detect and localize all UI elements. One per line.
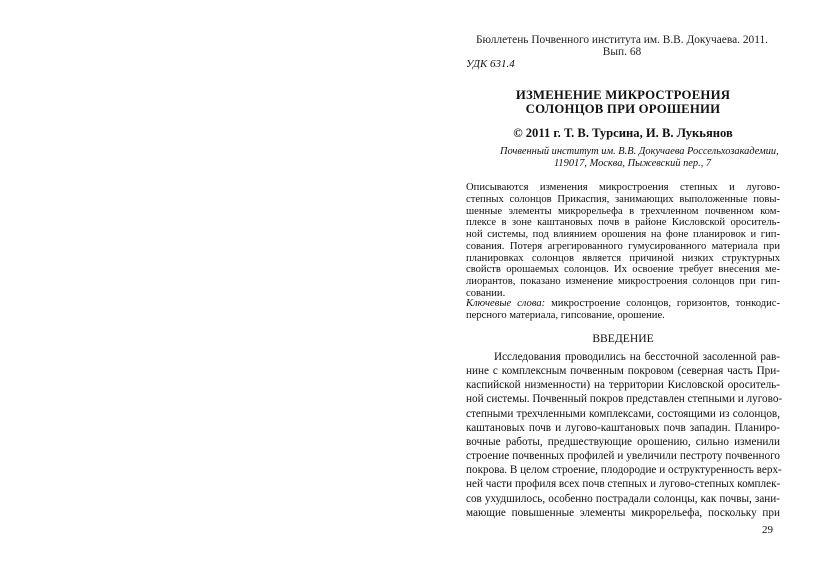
title-line-2: СОЛОНЦОВ ПРИ ОРОШЕНИИ	[525, 102, 721, 116]
title-line-1: ИЗМЕНЕНИЕ МИКРОСТРОЕНИЯ	[515, 88, 731, 102]
body-line: Исследования проводились на бессточной засоленной рав-	[494, 351, 780, 363]
section-heading: ВВЕДЕНИЕ	[592, 332, 654, 345]
abstract-line: совании.	[466, 287, 506, 299]
abstract-line: лиорантов, показано изменение микростроения солонцов при гип-	[466, 276, 780, 287]
abstract	[466, 182, 780, 300]
keywords-line-2: персного материала, гипсование, орошение.	[466, 309, 665, 321]
authors: © 2011 г. Т. В. Турсина, И. В. Лукьянов	[513, 126, 733, 140]
article-title	[466, 88, 780, 116]
keywords	[466, 298, 780, 322]
body-line: ней части профиля всех почв степных и лугово-степных комплек-	[466, 478, 781, 491]
body-line: мающие повышенные элементы микрорельефа, поскольку при	[466, 506, 780, 519]
keywords-text-1: микростроение солонцов, горизонтов, тонкодис-	[545, 298, 780, 309]
abstract-line: шенные элементы микрорельефа в трехчленном почвенном ком-	[466, 205, 780, 217]
abstract-line: планировках солонцов является причиной низких структурных	[466, 252, 780, 264]
abstract-line: степных солонцов Прикаспия, занимающих выположенные повы-	[466, 193, 780, 205]
affiliation-line-1: Почвенный институт им. В.В. Докучаева Россельхозакадемии,	[500, 146, 779, 157]
abstract-line: сования. Потеря агрегированного гумусированного материала при	[466, 240, 780, 252]
keywords-line-1	[466, 298, 780, 310]
abstract-line: свойств орошаемых солонцов. Их освоение требует внесения ме-	[466, 264, 780, 276]
body-line: нине с комплексным почвенным покровом (северная часть При-	[466, 365, 780, 378]
keywords-label: Ключевые слова:	[466, 298, 546, 309]
abstract-line: плексе в зоне каштановых почв в районе Кисловской ороситель-	[466, 217, 780, 229]
page-number: 29	[762, 524, 773, 536]
body-line: ной системы. Почвенный покров представлен степными и лугово-	[466, 393, 783, 406]
body-line: покрова. В целом строение, плодородие и оструктуренность верх-	[466, 464, 782, 477]
journal-header: Бюллетень Почвенного института им. В.В. Докучаева. 2011. Вып. 68	[475, 34, 769, 58]
abstract-line: ной системы, под влиянием орошения на фоне планировок и гип-	[466, 229, 780, 240]
abstract-line: Описываются изменения микростроения степных и лугово-	[466, 182, 780, 193]
affiliation-line-2: 119017, Москва, Пыжевский пер., 7	[554, 158, 712, 169]
body-line: каспийской низменности) на территории Кисловской ороситель-	[466, 379, 780, 392]
body-line: каштановых почв и лугово-каштановых почв западин. Планиро-	[466, 421, 780, 434]
affiliation	[466, 146, 780, 170]
body-line: сов ухудшилось, особенно пострадали солонцы, как почвы, зани-	[466, 492, 780, 505]
body-paragraph	[466, 350, 783, 520]
body-line: вочные работы, предшествующие орошению, сильно изменили	[466, 435, 780, 448]
body-line: степными трехчленными комплексами, состоящими из солонцов,	[466, 407, 780, 420]
udk-code: УДК 631.4	[466, 58, 515, 70]
body-line: строение почвенных профилей и увеличили пестроту почвенного	[466, 450, 780, 463]
